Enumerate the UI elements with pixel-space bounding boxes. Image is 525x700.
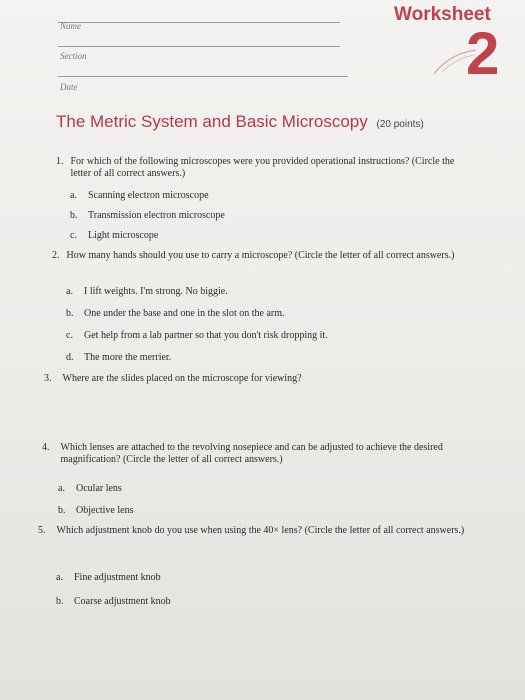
question-number: 3. [44,373,52,384]
page-title [56,112,424,132]
option-4a[interactable] [58,483,122,494]
option-letter: a. [58,483,65,494]
option-letter: c. [66,330,73,341]
option-2d[interactable] [66,352,171,363]
option-5a[interactable] [56,572,161,583]
question-3 [44,373,474,385]
option-text: Objective lens [76,505,134,516]
option-text: Light microscope [88,230,159,241]
option-5b[interactable] [56,596,171,607]
option-letter: b. [66,308,74,319]
option-letter: b. [70,210,78,221]
answer-area-3[interactable] [60,390,460,434]
option-letter: a. [70,190,77,201]
question-text: Which lenses are attached to the revolving nosepiece and can be adjusted to achieve the desired magnification? (Circle the letter of all correct answers.) [60,442,443,465]
option-2b[interactable] [66,308,285,319]
option-letter: c. [70,230,77,241]
option-letter: d. [66,352,74,363]
option-text: Ocular lens [76,483,122,494]
worksheet-number: 2 [466,20,500,87]
section-line[interactable] [58,46,340,47]
question-number: 5. [38,525,46,536]
option-1b[interactable] [70,210,225,221]
title-main: The Metric System and Basic Microscopy [56,112,368,131]
question-number: 2. [52,250,60,261]
option-2a[interactable] [66,286,228,297]
date-label: Date [60,82,78,92]
option-text: Fine adjustment knob [74,572,161,583]
option-text: Scanning electron microscope [88,190,209,201]
option-1c[interactable] [70,230,158,241]
option-letter: a. [66,286,73,297]
option-text: Transmission electron microscope [88,210,225,221]
question-2 [52,250,480,262]
option-text: I lift weights. I'm strong. No biggie. [84,286,228,297]
option-text: Get help from a lab partner so that you don't risk dropping it. [84,330,328,341]
question-4 [42,442,488,466]
title-points: (20 points) [376,119,424,130]
question-text: Which adjustment knob do you use when using the 40× lens? (Circle the letter of all correct answers.) [56,525,465,536]
section-label: Section [60,51,87,61]
option-text: One under the base and one in the slot on the arm. [84,308,285,319]
worksheet-label: Worksheet [394,4,491,25]
question-number: 4. [42,442,50,453]
question-text: Where are the slides placed on the microscope for viewing? [62,373,302,384]
option-letter: a. [56,572,63,583]
date-line[interactable] [58,76,348,77]
option-1a[interactable] [70,190,209,201]
question-1 [56,156,476,180]
option-2c[interactable] [66,330,328,341]
option-text: The more the merrier. [84,352,172,363]
option-4b[interactable] [58,505,133,516]
question-text: How many hands should you use to carry a microscope? (Circle the letter of all correct answers.) [66,250,455,261]
name-label: Name [60,21,81,31]
name-line[interactable] [58,22,340,23]
option-letter: b. [58,505,66,516]
option-letter: b. [56,596,64,607]
question-number: 1. [56,156,64,167]
question-text: For which of the following microscopes were you provided operational instructions? (Circle the letter of all correct answers.) [70,156,455,179]
question-5 [38,525,494,537]
option-text: Coarse adjustment knob [74,596,171,607]
